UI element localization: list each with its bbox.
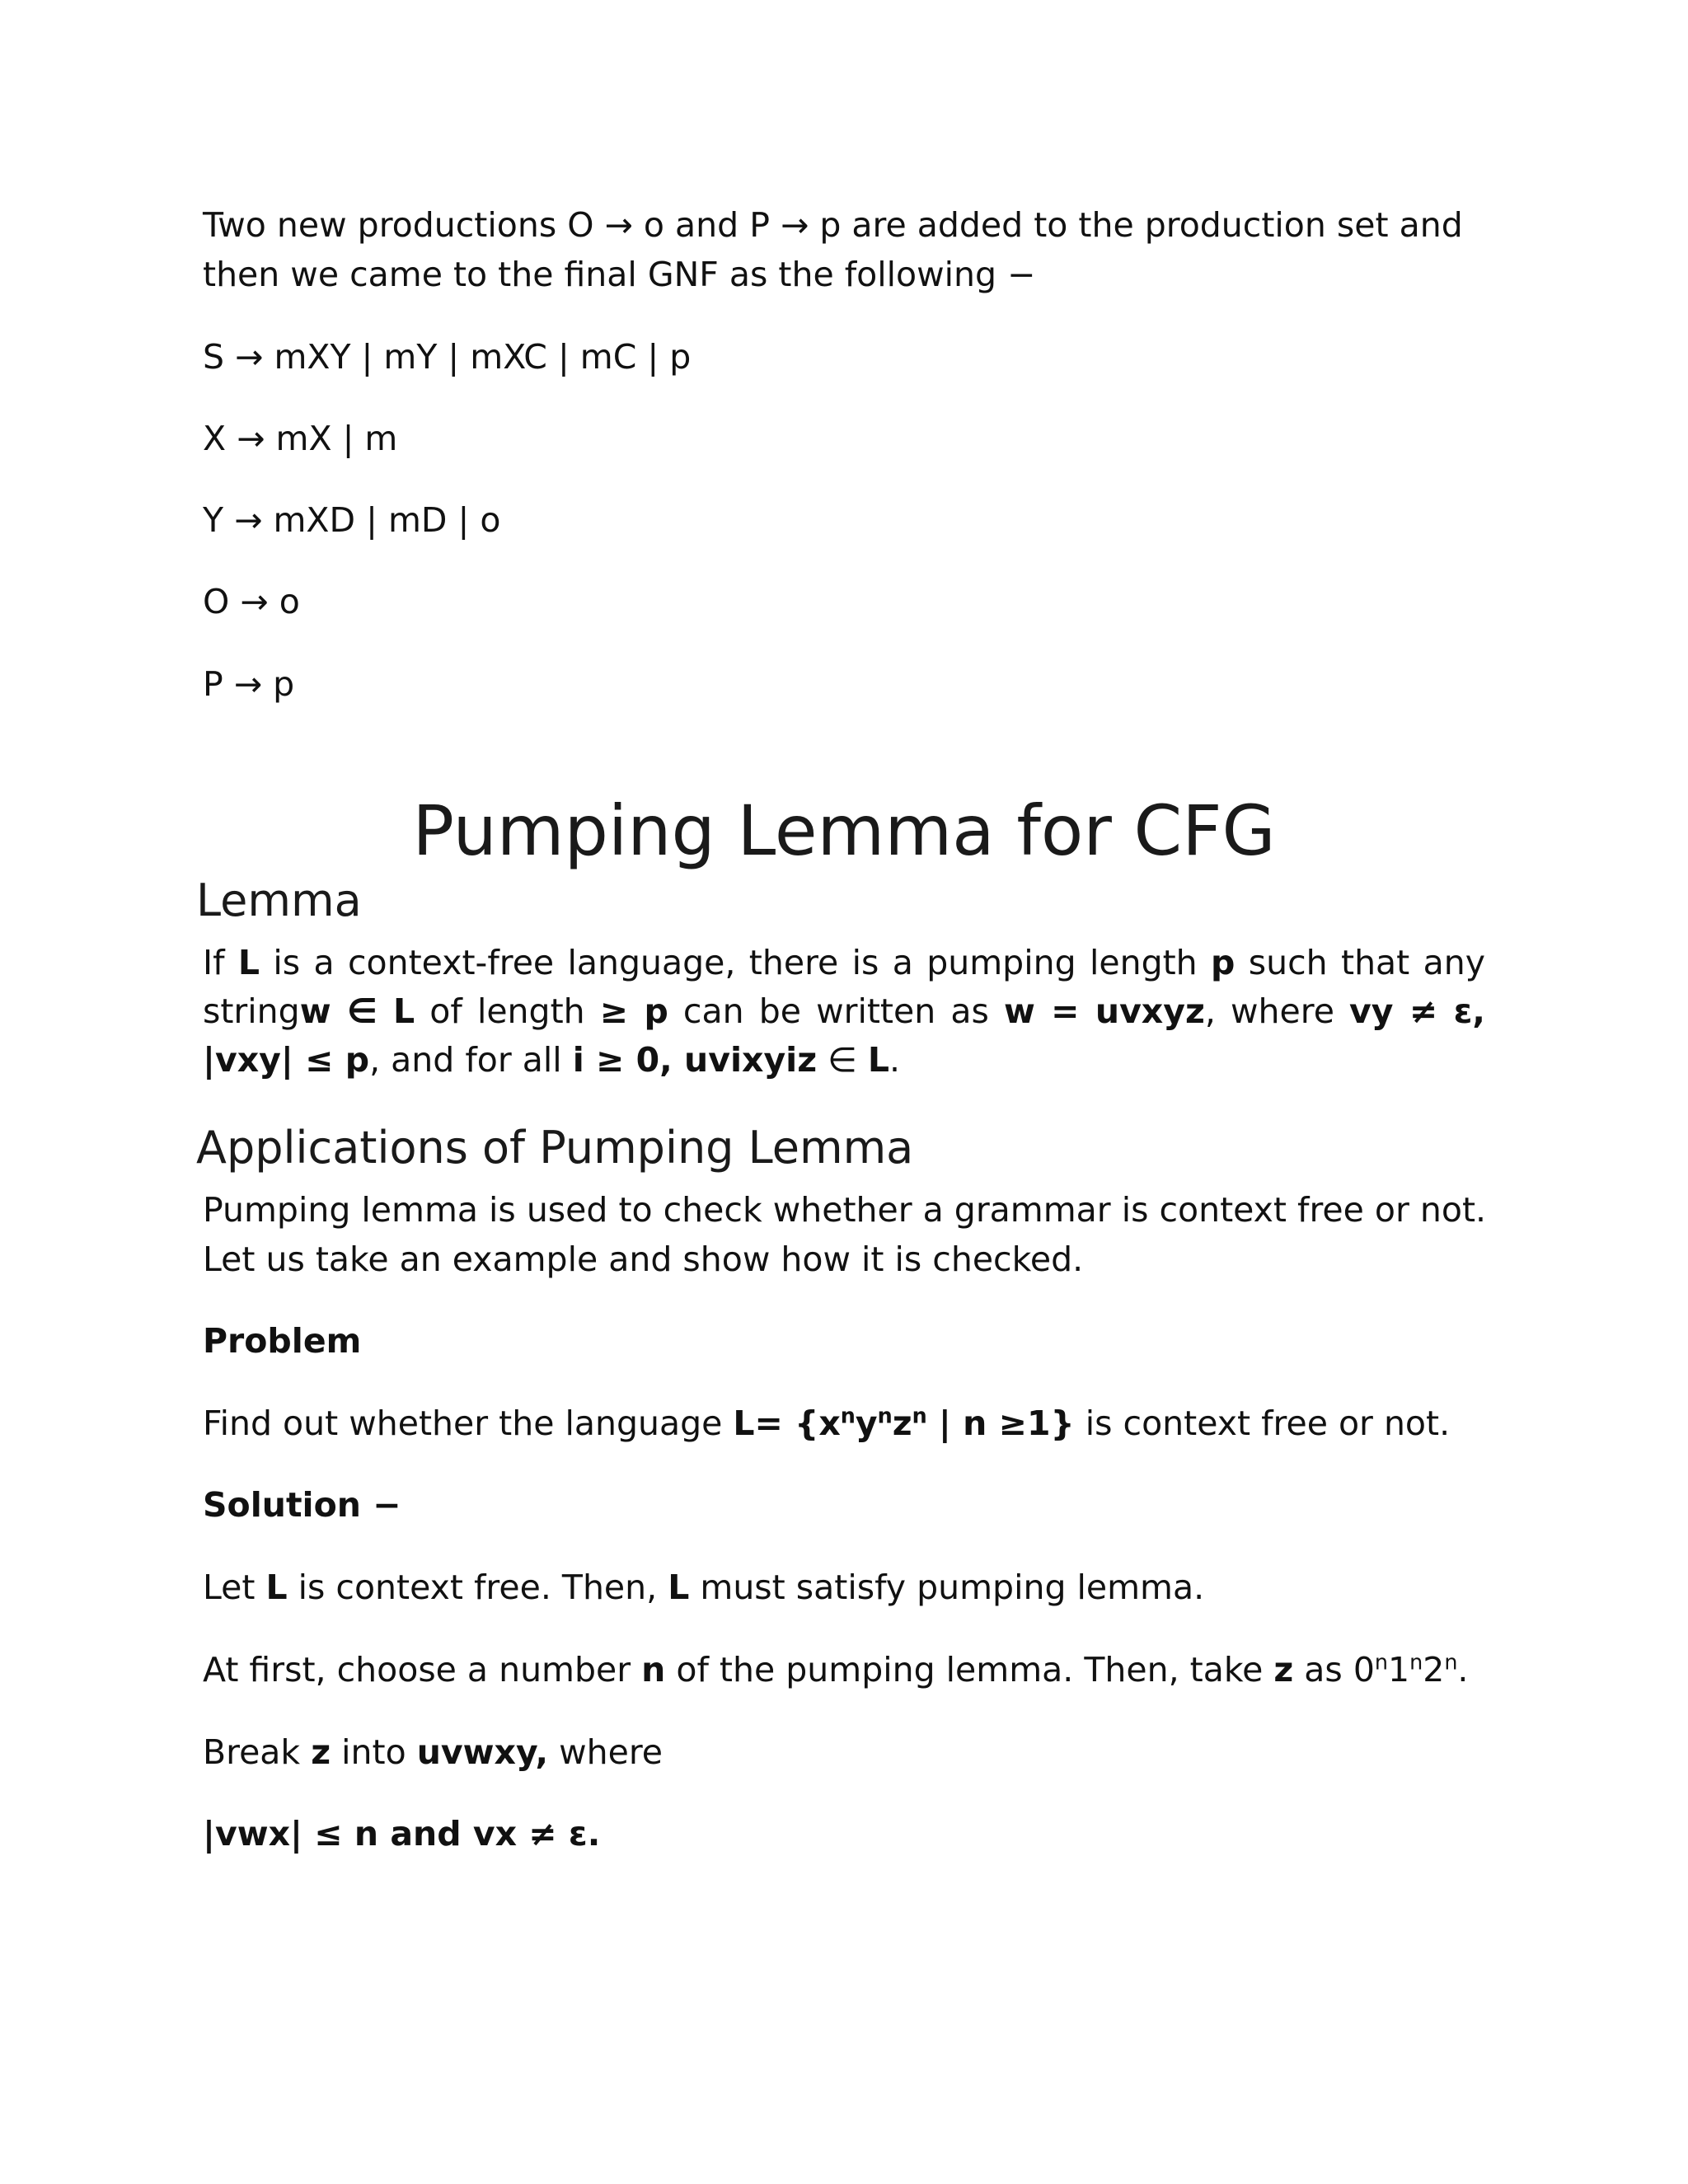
solution-step-2: At first, choose a number n of the pumping lemma. Then, take z as 0$^n$1$^n$2$^n$. <box>203 1649 1469 1690</box>
solution-heading: Solution − <box>203 1485 401 1525</box>
applications-heading: Applications of Pumping Lemma <box>196 1122 914 1174</box>
problem-statement: Find out whether the language $L= \{x^ny^nz^n$ | n ≥1} is context free or not. <box>203 1403 1451 1443</box>
problem-heading: Problem <box>203 1321 362 1361</box>
lemma-heading: Lemma <box>196 874 362 926</box>
solution-step-1: Let L is context free. Then, L must satisfy pumping lemma. <box>203 1568 1205 1607</box>
applications-line-2: Let us take an example and show how it is checked. <box>203 1240 1084 1279</box>
production-x: X → mX | m <box>203 419 398 458</box>
solution-step-4: |vwx| ≤ n and vx ≠ ε. <box>203 1814 601 1854</box>
intro-line-2: then we came to the final GNF as the following − <box>203 255 1036 294</box>
applications-line-1: Pumping lemma is used to check whether a grammar is context free or not. <box>203 1190 1487 1230</box>
lemma-paragraph: If L is a context-free language, there is a pumping length p such that any stringw ∈ L of length ≥ p can be written as w = uvxyz, where vy ≠ ε, |vxy| ≤ p, and for all i ≥ 0, uvixyiz ∈ L. <box>203 943 1485 1080</box>
production-o: O → o <box>203 582 300 621</box>
production-s: S → mXY | mY | mXC | mC | p <box>203 337 692 377</box>
production-y: Y → mXD | mD | o <box>203 500 501 540</box>
page-title: Pumping Lemma for CFG <box>412 790 1276 871</box>
production-p: P → p <box>203 664 295 704</box>
solution-step-3: Break z into uvwxy, where <box>203 1732 663 1772</box>
intro-line-1: Two new productions O → o and P → p are added to the production set and <box>203 205 1463 245</box>
